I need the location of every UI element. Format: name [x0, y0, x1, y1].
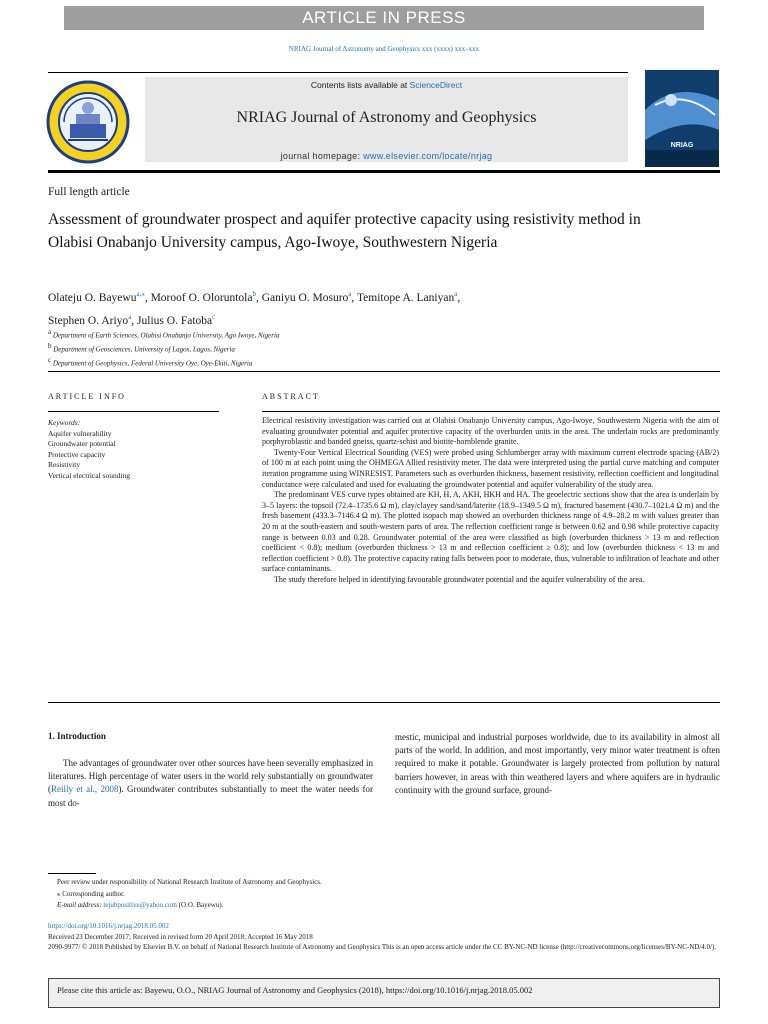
intro-left-text: The advantages of groundwater over other sources have been severally emphasized in literatures. High percentage of water users in the world rely substantially on groundwater ( [48, 758, 373, 795]
affiliation-key: a [48, 328, 52, 336]
journal-cover-image [645, 70, 719, 167]
license-text: 2090-9977/ © 2018 Published by Elsevier B.V. on behalf of National Research Institute of Astronomy and Geophysics This is an open access article under the CC BY-NC-ND license (http://creativecommons.org/licenses/BY-NC-ND/4.0/). [48, 943, 717, 951]
article-title: Assessment of groundwater prospect and aquifer protective capacity using resistivity method in Olabisi Onabanjo University campus, Ago-Iwoye, Southwestern Nigeria [48, 211, 641, 251]
keyword-item: Resistivity [48, 460, 81, 469]
affiliation-item [48, 355, 708, 369]
homepage-prefix: journal homepage: [280, 151, 364, 161]
author-name: Olateju O. Bayewu [48, 291, 137, 304]
article-type: Full length article [48, 186, 130, 198]
author-affiliation-marker[interactable]: a,⁎ [136, 290, 145, 298]
affiliation-key: c [48, 355, 52, 364]
cover-label: NRIAG [670, 142, 694, 149]
abstract-text [262, 416, 719, 586]
author-name: Stephen O. Ariyo [48, 314, 129, 327]
keyword-item: Protective capacity [48, 449, 106, 459]
author-affiliation-marker[interactable]: b [252, 290, 256, 298]
info-under-rule [48, 411, 219, 412]
keywords-label: Keywords: [48, 418, 81, 427]
homepage-line [145, 151, 628, 161]
abstract-under-rule [262, 411, 720, 412]
abstract-paragraph: The predominant VES curve types obtained are KH, H, A, AKH, HKH and HA. The geoelectric sections show that the area is underlain by 3–5 layers: the topsoil (72.4–1735.6 Ω m), clay/clayey sand/sand/laterite (18.9–1349.5 Ω m), fractured basement (430.7–1021.4 Ω m) and the fresh basement (433.3–7146.4 Ω m). The plotted isopach map showed an overburden thickness range of 4.9–28.2 m with values greater than 20 m at the south-eastern and south-western parts of area. The reflection coefficient range is between 0.62 and 0.98 while protective capacity range is between 0.03 and 0.28. Groundwater potential of the area were classified as high (overburden thickness > 13 m and reflection coefficient < 0.8); medium (overburden thickness > 13 m and reflection coefficient ≥ 0.8); and low (overburden thickness < 13 m and reflection coefficient > 0.8). The protective capacity rating falls between poor to moderate, thus, vulnerable to infiltration of leachate and other surface contaminants. [262, 490, 719, 574]
contents-prefix: Contents lists available at [310, 80, 410, 90]
received-dates: Received 23 December 2017; Received in revised form 20 April 2018; Accepted 16 May 2018 [48, 932, 313, 941]
peer-review-note: Peer review under responsibility of National Research Institute of Astronomy and Geophysics. [57, 878, 322, 886]
keywords-block [48, 418, 130, 481]
author-separator: , [457, 291, 461, 304]
introduction-heading: 1. Introduction [48, 731, 106, 741]
footnote-rule [48, 873, 96, 874]
citation-link[interactable]: Reilly et al., 2008 [51, 784, 119, 795]
author-list [48, 285, 708, 331]
author-name: Julius O. Fatoba [137, 314, 213, 327]
keywords-list [48, 429, 130, 482]
corresponding-note: ⁎ Corresponding author. [57, 889, 125, 898]
intro-right-column: mestic, municipal and industrial purposes worldwide, due to its availability in almost all parts of the world. In addition, and most importantly, very minor water treatment is often required to make it potable. Groundwater is largely protected from pollution by natural barriers however, in areas with thin weathered layers and where aquifers are in hydraulic continuity with the ground surface, ground- [395, 732, 720, 795]
cover-artwork [645, 70, 719, 167]
author-affiliation-marker[interactable]: a [348, 290, 352, 298]
email-suffix: (O.O. Bayewu). [176, 901, 224, 909]
article-in-press-banner: ARTICLE IN PRESS [64, 6, 704, 30]
affiliation-text: Department of Earth Sciences, Olabisi Onabanjo University, Ago Iwoye, Nigeria [51, 331, 280, 340]
abstract-heading: ABSTRACT [262, 392, 320, 401]
author-separator: , [144, 291, 151, 304]
contents-line [145, 80, 628, 90]
affiliations [48, 327, 708, 368]
nriag-seal-logo [46, 80, 130, 164]
email-link[interactable]: tejubpositive@yahoo.com [103, 901, 177, 909]
intro-left-suffix: ). Groundwater contributes substantially to meet the water needs for most do- [48, 784, 373, 808]
affiliation-item [48, 341, 708, 355]
email-note [57, 900, 707, 912]
author-affiliation-marker[interactable]: a [128, 312, 132, 321]
doi-link[interactable]: https://doi.org/10.1016/j.nrjag.2018.05.002 [48, 922, 169, 930]
abstract-paragraph: Electrical resistivity investigation was carried out at Olabisi Onabanjo University campus, Ago-Iwoye, Southwestern Nigeria with the aim of evaluating groundwater potential and aquifer protective capacity of the overburden units in the area. The underlain rocks are predominantly porphyroblastic and banded gneiss, quartz-schist and biotite-hornblende granite. [262, 416, 719, 447]
affiliation-item [48, 327, 708, 341]
footnotes [57, 877, 707, 912]
abstract-paragraph: The study therefore helped in identifying favourable groundwater potential and the aquifer vulnerability of the area. [274, 574, 645, 584]
article-info-heading: ARTICLE INFO [48, 392, 126, 401]
email-label: E-mail address: [57, 901, 104, 909]
author-separator: , [131, 314, 138, 327]
keyword-item: Aquifer vulnerability [48, 428, 112, 438]
affiliation-key: b [48, 341, 52, 350]
author-separator: , [255, 291, 262, 304]
author-separator: , [351, 291, 357, 304]
abstract-paragraph: Twenty-Four Vertical Electrical Sounding (VES) were probed using Schlumberger array with maximum current electrode spacing (AB/2) of 100 m at each point using the OHMEGA Allied resistivity meter. The data were interpreted using the partial curve matching and computer iteration programme using WINRESIST. Parameters such as overburden thickness, basement resistivity, reflection coefficient and longitudinal conductance were calculated and used for evaluating the groundwater potential and aquifer vulnerability of the study area. [262, 447, 719, 489]
author-name: Ganiyu O. Mosuro [261, 291, 349, 304]
sciencedirect-link[interactable]: ScienceDirect [409, 80, 463, 90]
affiliation-text: Department of Geophysics, Federal University Oye, Oye-Ekiti, Nigeria [51, 358, 253, 367]
journal-reference-link[interactable]: NRIAG Journal of Astronomy and Geophysics xxx (xxxx) xxx–xxx [288, 45, 480, 53]
author-affiliation-marker[interactable]: a [454, 290, 458, 298]
author-name: Temitope A. Laniyan [356, 291, 455, 304]
top-rule [48, 72, 628, 73]
keyword-item: Vertical electrical sounding [48, 470, 131, 480]
abstract-bottom-rule [48, 702, 720, 703]
keyword-item: Groundwater potential [48, 439, 116, 448]
author-affiliation-marker[interactable]: c [212, 312, 216, 321]
publication-info [48, 921, 720, 953]
homepage-link[interactable]: www.elsevier.com/locate/nrjag [363, 151, 493, 161]
journal-title: NRIAG Journal of Astronomy and Geophysics [236, 109, 537, 126]
author-name: Moroof O. Oloruntola [150, 291, 253, 304]
info-top-rule [48, 371, 720, 372]
journal-header [145, 77, 628, 162]
intro-left-column [48, 757, 373, 810]
cite-this-article-box: Please cite this article as: Bayewu, O.O., NRIAG Journal of Astronomy and Geophysics (2018), https://doi.org/10.1016/j.nrjag.2018.05.002 [48, 978, 720, 1008]
header-rule [48, 170, 720, 173]
affiliation-text: Department of Geosciences, University of Lagos, Lagos, Nigeria [51, 345, 235, 354]
